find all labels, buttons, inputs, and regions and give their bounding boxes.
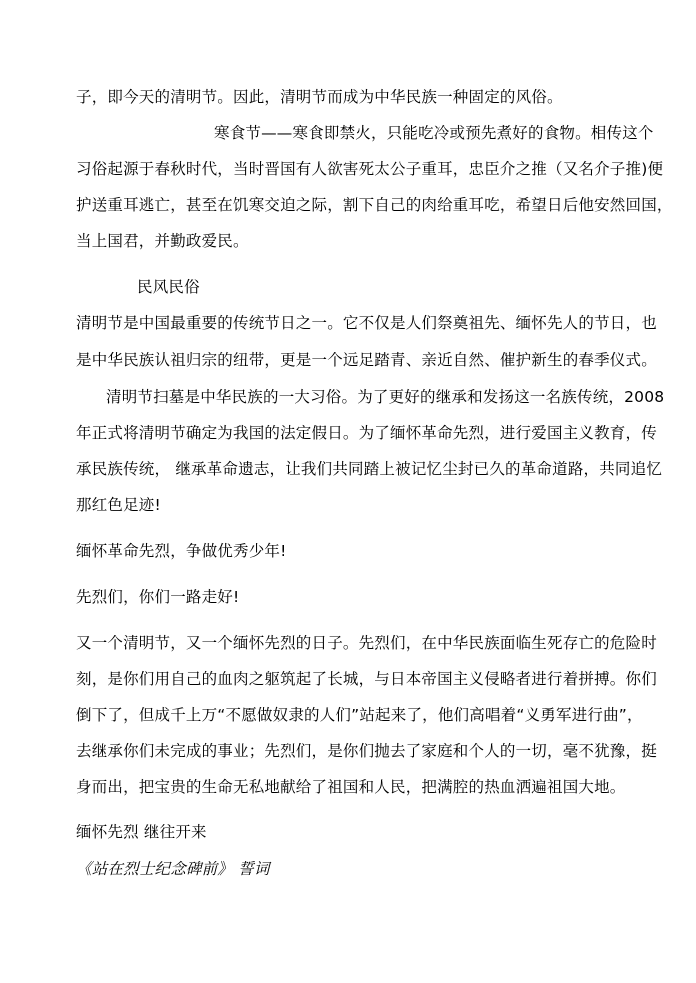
text-line-16: 刻，是你们用自己的血肉之躯筑起了长城，与日本帝国主义侵略者进行着拼搏。你们 [76,670,657,688]
text-line-18: 去继承你们未完成的事业；先烈们，是你们抛去了家庭和个人的一切，毫不犹豫，挺 [76,742,657,760]
section-heading: 民风民俗 [137,278,200,296]
text-line-12: 那红色足迹! [76,496,161,514]
text-line-7: 清明节是中国最重要的传统节日之一。它不仅是人们祭奠祖先、缅怀先人的节日，也 [76,314,657,332]
text-line-13: 缅怀革命先烈，争做优秀少年! [76,542,287,560]
text-line-17: 倒下了，但成千上万“不愿做奴隶的人们”站起来了，他们高唱着“义勇军进行曲”， [76,706,643,724]
text-line-1: 子，即今天的清明节。因此，清明节而成为中华民族一种固定的风俗。 [76,88,563,106]
text-line-14: 先烈们，你们一路走好! [76,588,240,606]
text-line-11: 承民族传统， 继承革命遗志，让我们共同踏上被记忆尘封已久的革命道路，共同追忆 [76,460,663,478]
text-line-8: 是中华民族认祖归宗的纽带，更是一个远足踏青、亲近自然、催护新生的春季仪式。 [76,351,657,369]
text-line-9: 清明节扫墓是中华民族的一大习俗。为了更好的继承和发扬这一名族传统，2008 [106,388,665,406]
text-line-4: 护送重耳逃亡，甚至在饥寒交迫之际，割下自己的肉给重耳吃，希望日后他安然回国， [76,196,673,214]
text-line-15: 又一个清明节，又一个缅怀先烈的日子。先烈们，在中华民族面临生死存亡的危险时 [76,634,657,652]
text-line-20: 缅怀先烈 继往开来 [76,823,207,841]
text-line-19: 身而出，把宝贵的生命无私地献给了祖国和人民，把满腔的热血洒遍祖国大地。 [76,778,626,796]
text-line-5: 当上国君，并勤政爱民。 [76,232,249,250]
text-line-3: 习俗起源于春秋时代，当时晋国有人欲害死太公子重耳，忠臣介之推（又名介子推)便 [76,160,664,178]
text-line-10: 年正式将清明节确定为我国的法定假日。为了缅怀革命先烈，进行爱国主义教育，传 [76,424,657,442]
poem-title: 《站在烈士纪念碑前》 誓词 [76,860,270,878]
text-line-2: 寒食节——寒食即禁火，只能吃冷或预先煮好的食物。相传这个 [214,124,654,142]
